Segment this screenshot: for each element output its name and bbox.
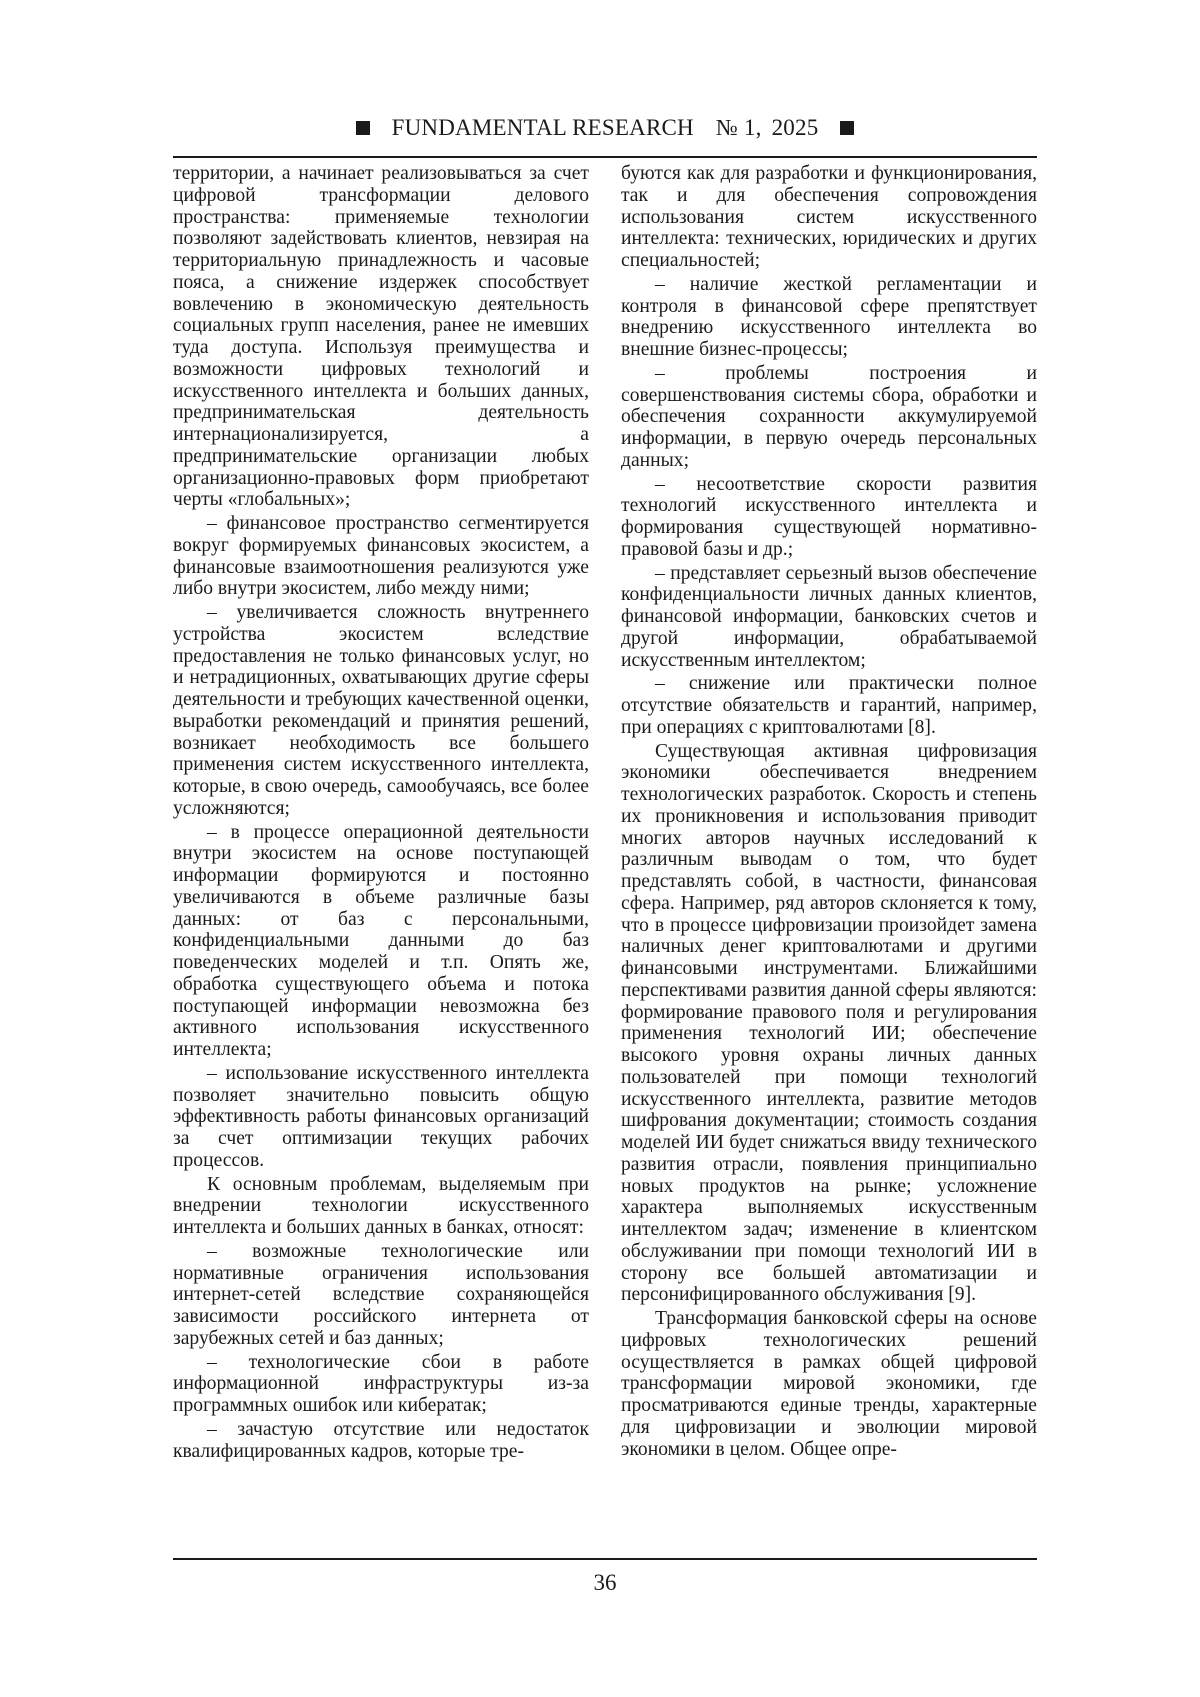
list-item: – возможные технологические или нормативные ограничения использования интернет-сетей вследствие сохраняющейся зависимости российского интернета от зарубежных сетей и баз данных; — [173, 1240, 589, 1349]
header-rule — [173, 156, 1037, 158]
footer-rule — [173, 1558, 1037, 1560]
list-item: – увеличивается сложность внутреннего устройства экосистем вследствие предоставления не только финансовых услуг, но и нетрадиционных, охватывающих другие сферы деятельности и требующих качественной оценки, выработки рекомендаций и принятия решений, возникает необходимость все большего применения систем искусственного интеллекта, которые, в свою очередь, самообучаясь, все более усложняются; — [173, 602, 589, 819]
list-item: – снижение или практически полное отсутствие обязательств и гарантий, например, при операциях с криптовалютами [8]. — [621, 673, 1037, 738]
running-header — [173, 108, 1037, 148]
list-item: – зачастую отсутствие или недостаток квалифицированных кадров, которые тре- — [173, 1418, 589, 1462]
list-item: – проблемы построения и совершенствования системы сбора, обработки и обеспечения сохранности аккумулируемой информации, в первую очередь персональных данных; — [621, 362, 1037, 471]
paragraph: территории, а начинает реализовываться за счет цифровой трансформации делового пространства: применяемые технологии позволяют задействовать клиентов, невзирая на территориальную принадлежность и часовые пояса, а снижение издержек способствует вовлечению в экономическую деятельность социальных групп населения, ранее не имевших туда доступа. Используя преимущества и возможности цифровых технологий и искусственного интеллекта и больших данных, предпринимательская деятельность интернационализируется, а предпринимательские организации любых организационно-правовых форм приобретают черты «глобальных»; — [173, 163, 589, 511]
list-item: – использование искусственного интеллекта позволяет значительно повысить общую эффективность работы финансовых организаций за счет оптимизации текущих рабочих процессов. — [173, 1062, 589, 1171]
left-column — [173, 163, 589, 1464]
list-item: – в процессе операционной деятельности внутри экосистем на основе поступающей информации формируются и постоянно увеличиваются в объеме различные базы данных: от баз с персональными, конфиденциальными данными до баз поведенческих моделей и т.п. Опять же, обработка существующего объема и потока поступающей информации невозможна без активного использования искусственного интеллекта; — [173, 821, 589, 1060]
list-item: буются как для разработки и функционирования, так и для обеспечения сопровождения использования систем искусственного интеллекта: технических, юридических и других специальностей; — [621, 163, 1037, 271]
paragraph: Трансформация банковской сферы на основе цифровых технологических решений осуществляется в рамках общей цифровой трансформации мировой экономики, где просматриваются единые тренды, характерные для цифровизации и эволюции мировой экономики в целом. Общее опре- — [621, 1308, 1037, 1460]
paragraph: Существующая активная цифровизация экономики обеспечивается внедрением технологических разработок. Скорость и степень их проникновения и использования приводит многих авторов научных исследований к различным выводам о том, что будет представлять собой, в частности, финансовая сфера. Например, ряд авторов склоняется к тому, что в процессе цифровизации произойдет замена наличных денег криптовалютами и другими финансовыми инструментами. Ближайшими перспективами развития данной сферы являются: формирование правового поля и регулирования применения технологий ИИ; обеспечение высокого уровня охраны личных данных пользователей при помощи технологий искусственного интеллекта, развитие методов шифрования документации; стоимость создания моделей ИИ будет снижаться ввиду технического развития отрасли, появления принципиально новых продуктов на рынке; усложнение характера выполняемых искусственным интеллектом задач; изменение в клиентском обслуживании при помощи технологий ИИ в сторону все большей автоматизации и персонифицированного обслуживания [9]. — [621, 740, 1037, 1306]
list-item: – представляет серьезный вызов обеспечение конфиденциальности личных данных клиентов, финансовой информации, банковских счетов и другой информации, обрабатываемой искусственным интеллектом; — [621, 562, 1037, 671]
paragraph: К основным проблемам, выделяемым при внедрении технологии искусственного интеллекта и больших данных в банках, относят: — [173, 1173, 589, 1238]
issue-year: 2025 — [771, 115, 819, 140]
right-column — [621, 163, 1037, 1462]
issue-number: № 1, — [715, 115, 762, 140]
journal-title: FUNDAMENTAL RESEARCH — [391, 115, 694, 140]
page-number: 36 — [593, 1570, 617, 1595]
square-bullet-icon — [840, 121, 854, 135]
list-item: – финансовое пространство сегментируется вокруг формируемых финансовых экосистем, а финансовые взаимоотношения реализуются уже либо внутри экосистем, либо между ними; — [173, 513, 589, 600]
list-item: – несоответствие скорости развития технологий искусственного интеллекта и формирования существующей нормативно-правовой базы и др.; — [621, 473, 1037, 560]
list-item: – наличие жесткой регламентации и контроля в финансовой сфере препятствует внедрению искусственного интеллекта во внешние бизнес-процессы; — [621, 273, 1037, 360]
list-item: – технологические сбои в работе информационной инфраструктуры из-за программных ошибок или кибератак; — [173, 1351, 589, 1416]
square-bullet-icon — [356, 121, 370, 135]
